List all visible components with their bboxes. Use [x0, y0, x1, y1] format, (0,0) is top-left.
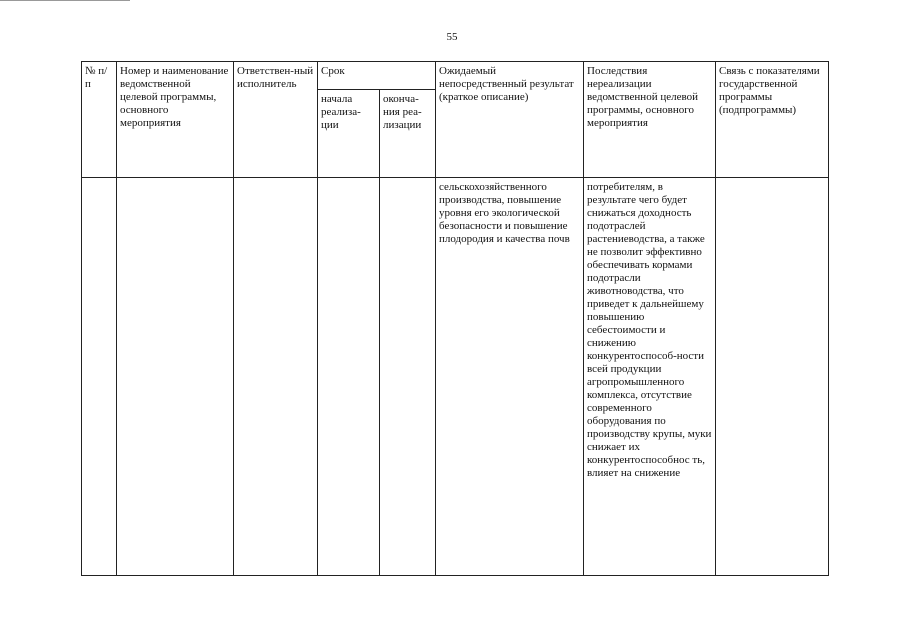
header-row-1	[82, 62, 829, 90]
header-num: № п/п	[82, 62, 117, 178]
header-executor: Ответствен-ный исполнитель	[234, 62, 318, 178]
header-term: Срок	[318, 62, 436, 90]
header-term-start: начала реализа-ции	[318, 90, 380, 178]
cell-program	[117, 178, 234, 576]
header-link: Связь с показателями государственной программы (подпрограммы)	[716, 62, 829, 178]
header-term-end: оконча-ния реа-лизации	[380, 90, 436, 178]
cell-link	[716, 178, 829, 576]
cell-consequences: потребителям, в результате чего будет снижаться доходность подотраслей растениеводства, а также не позволит эффективно обеспечивать кормами подотрасли животноводства, что приведет к дальнейшему повышению себестоимости и снижению конкурентоспособ-ности всей продукции агропромышленного комплекса, отсутствие современного оборудования по производству крупы, муки снижает их конкурентоспособнос ть, влияет на снижение	[584, 178, 716, 576]
page-number: 55	[446, 31, 458, 43]
header-program: Номер и наименование ведомственной целевой программы, основного мероприятия	[117, 62, 234, 178]
program-table	[81, 61, 829, 576]
top-edge-line	[0, 0, 130, 1]
cell-num	[82, 178, 117, 576]
cell-term-end	[380, 178, 436, 576]
cell-expected-result: сельскохозяйственного производства, повышение уровня его экологической безопасности и повышение плодородия и качества почв	[436, 178, 584, 576]
cell-executor	[234, 178, 318, 576]
cell-term-start	[318, 178, 380, 576]
header-expected-result: Ожидаемый непосредственный результат (краткое описание)	[436, 62, 584, 178]
table-row	[82, 178, 829, 576]
header-consequences: Последствия нереализации ведомственной целевой программы, основного мероприятия	[584, 62, 716, 178]
